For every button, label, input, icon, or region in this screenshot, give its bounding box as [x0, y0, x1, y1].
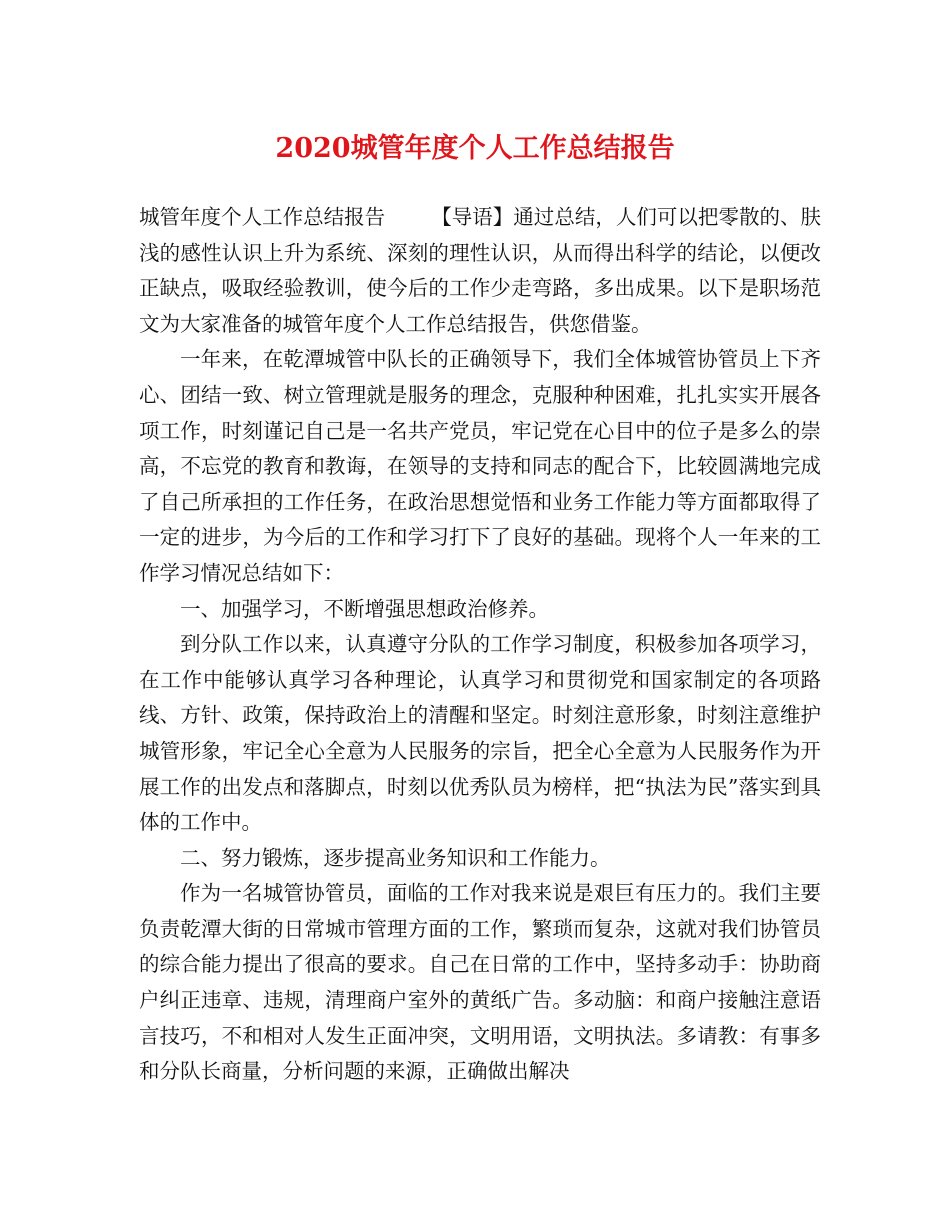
intro-heading: 城管年度个人工作总结报告 [139, 205, 386, 229]
body-paragraph: 作为一名城管协管员，面临的工作对我来说是艰巨有压力的。我们主要负责乾潭大街的日常城市管理方面的工作，繁琐而复杂，这就对我们协管员的综合能力提出了很高的要求。自己在日常的工作中，坚持多动手：协助商户纠正违章、违规，清理商户室外的黄纸广告。多动脑：和商户接触注意语言技巧，不和相对人发生正面冲突，文明用语，文明执法。多请教：有事多和分队长商量，分析问题的来源，正确做出解决 [139, 881, 821, 1084]
body-paragraph: 到分队工作以来，认真遵守分队的工作学习制度，积极参加各项学习，在工作中能够认真学习各种理论，认真学习和贯彻党和国家制定的各项路线、方针、政策，保持政治上的清醒和坚定。时刻注意形象，时刻注意维护城管形象，牢记全心全意为人民服务的宗旨，把全心全意为人民服务作为开展工作的出发点和落脚点，时刻以优秀队员为榜样，把“执法为民”落实到具体的工作中。 [139, 632, 821, 835]
document-title: 2020城管年度个人工作总结报告 [275, 133, 675, 164]
intro-paragraph [139, 200, 821, 342]
section-heading: 二、努力锻炼，逐步提高业务知识和工作能力。 [180, 845, 611, 870]
intro-text: 【导语】通过总结，人们可以把零散的、肤浅的感性认识上升为系统、深刻的理性认识，从而得出科学的结论，以便改正缺点，吸取经验教训，使今后的工作少走弯路，多出成果。以下是职场范文为大家准备的城管年度个人工作总结报告，供您借鉴。 [139, 205, 822, 336]
section-heading: 一、加强学习，不断增强思想政治修养。 [180, 596, 549, 621]
document-body [139, 200, 821, 1090]
body-paragraph: 一年来，在乾潭城管中队长的正确领导下，我们全体城管协管员上下齐心、团结一致、树立管理就是服务的理念，克服种种困难，扎扎实实开展各项工作，时刻谨记自己是一名共产党员，牢记党在心目中的位子是多么的崇高，不忘党的教育和教诲，在领导的支持和同志的配合下，比较圆满地完成了自己所承担的工作任务，在政治思想觉悟和业务工作能力等方面都取得了一定的进步，为今后的工作和学习打下了良好的基础。现将个人一年来的工作学习情况总结如下： [139, 347, 821, 585]
